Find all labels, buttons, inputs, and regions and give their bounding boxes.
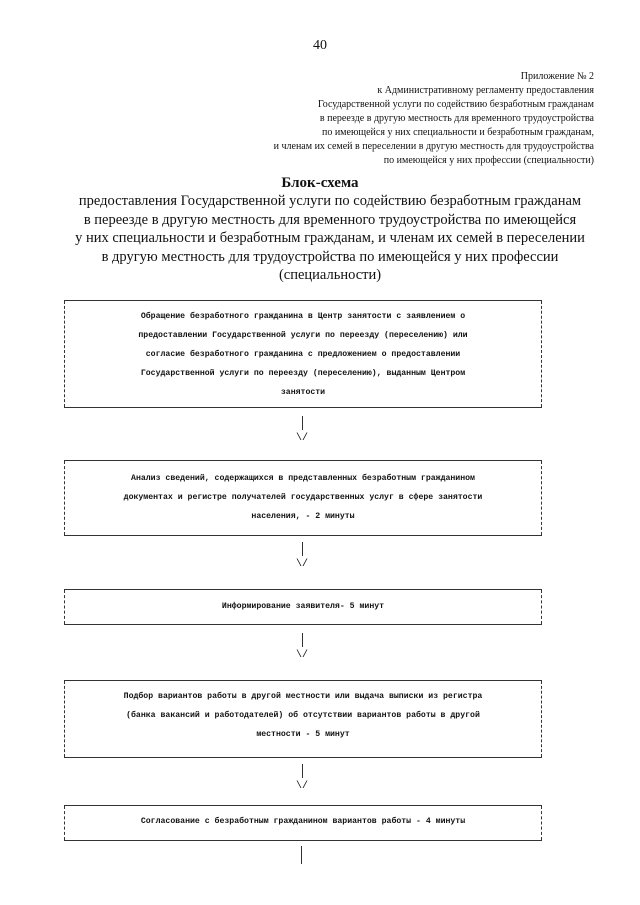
appendix-line: Приложение № 2 xyxy=(520,71,594,82)
step-text-line: Подбор вариантов работы в другой местности или выдача выписки из регистра xyxy=(123,692,483,701)
step-text-line: предоставлении Государственной услуги по переезду (переселению) или xyxy=(138,331,468,340)
step-text-line: местности - 5 минут xyxy=(256,730,350,739)
flow-step-analysis xyxy=(64,460,542,536)
step-text-line: согласие безработного гражданина с предложением о предоставлении xyxy=(145,350,461,359)
appendix-line: по имеющейся у них профессии (специальности) xyxy=(383,155,594,166)
connector-line xyxy=(301,846,302,864)
step-text-line: населения, - 2 минуты xyxy=(251,512,355,521)
flow-step-agreement xyxy=(64,805,542,841)
connector-line xyxy=(302,542,303,556)
flow-step-informing xyxy=(64,589,542,625)
appendix-header xyxy=(194,70,594,168)
step-text-line: (банка вакансий и работодателей) об отсутствии вариантов работы в другой xyxy=(126,711,480,720)
flow-connector xyxy=(292,764,312,794)
flow-step-job-selection xyxy=(64,680,542,758)
subtitle-line: (специальности) xyxy=(278,267,382,283)
down-arrow-icon: \/ xyxy=(295,559,308,570)
document-title: Блок-схема xyxy=(281,175,359,191)
step-text-line: Согласование с безработным гражданином вариантов работы - 4 минуты xyxy=(140,817,466,826)
flow-connector xyxy=(292,542,312,572)
down-arrow-icon: \/ xyxy=(295,781,308,792)
down-arrow-icon: \/ xyxy=(295,433,308,444)
step-text-line: Анализ сведений, содержащихся в представленных безработным гражданином xyxy=(131,474,475,483)
page-number: 40 xyxy=(313,38,327,53)
step-text-line: Обращение безработного гражданина в Центр занятости с заявлением о xyxy=(140,312,466,321)
connector-line xyxy=(302,416,303,430)
document-subtitle xyxy=(50,192,610,285)
flow-step-appeal xyxy=(64,300,542,408)
flow-connector xyxy=(292,416,312,446)
connector-line xyxy=(302,764,303,778)
flow-connector xyxy=(292,633,312,663)
subtitle-line: в другую местность для трудоустройства по имеющейся у них профессии xyxy=(101,248,559,265)
step-text-line: Информирование заявителя- 5 минут xyxy=(221,602,385,611)
subtitle-line: в переезде в другую местность для временного трудоустройства по имеющейся xyxy=(83,211,577,228)
appendix-line: Государственной услуги по содействию безработным гражданам xyxy=(317,99,594,110)
step-text-line: занятости xyxy=(280,388,326,397)
appendix-line: и членам их семей в переселении в другую местность для трудоустройства xyxy=(273,141,594,152)
down-arrow-icon: \/ xyxy=(295,650,308,661)
step-text-line: документах и регистре получателей государственных услуг в сфере занятости xyxy=(123,493,483,502)
step-text-line: Государственной услуги по переезду (переселению), выданным Центром xyxy=(140,369,466,378)
subtitle-line: предоставления Государственной услуги по содействию безработным гражданам xyxy=(78,193,582,209)
appendix-line: к Административному регламенту предоставления xyxy=(377,85,594,96)
subtitle-line: у них специальности и безработным гражданам, и членам их семей в переселении xyxy=(75,230,585,246)
connector-line xyxy=(302,633,303,647)
appendix-line: в переезде в другую местность для временного трудоустройства xyxy=(319,113,594,124)
appendix-line: по имеющейся у них специальности и безработным гражданам, xyxy=(321,127,594,138)
